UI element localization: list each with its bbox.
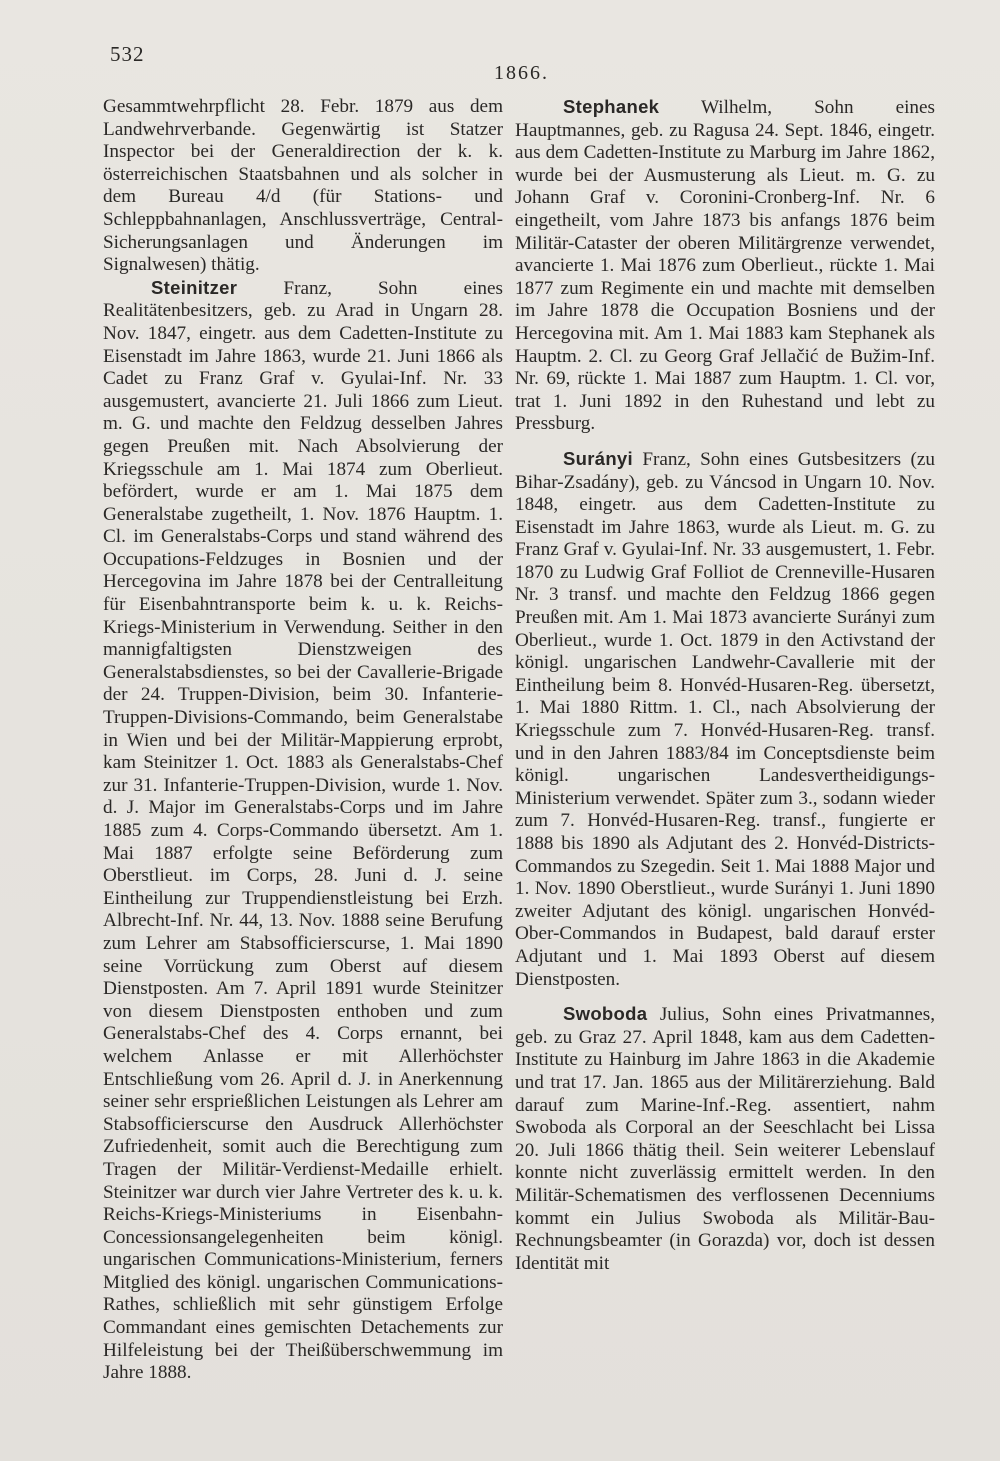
left-column [103, 96, 503, 1385]
continued-paragraph: Gesammtwehrpflicht 28. Febr. 1879 aus dem Landwehrverbande. Gegenwärtig ist Statzer Inspector bei der Generaldirection der k. k. österreichischen Staatsbahnen und als solcher in dem Bureau 4/d (für Stations- und Schleppbahnanlagen, Anschlussverträge, Central-Sicherungsanlagen und Änderungen im Signalwesen) thätig. [103, 96, 503, 276]
biography-entry-steinitzer [103, 277, 503, 1385]
entry-name: Steinitzer [151, 276, 238, 298]
entry-name: Swoboda [563, 1003, 648, 1025]
biography-entry-suranyi [515, 448, 935, 991]
biography-entry-swoboda [515, 1003, 935, 1275]
entry-text: Franz, Sohn eines Gutsbesitzers (zu Bihar-Zsadány), geb. zu Váncsod in Ungarn 10. Nov. 1848, eingetr. aus dem Cadetten-Institute zu Eisenstadt im Jahre 1863, wurde als Lieut. m. G. zu Franz Graf v. Gyulai-Inf. Nr. 33 ausgemustert, 1. Febr. 1870 zu Ludwig Graf Folliot de Crenneville-Husaren Nr. 3 transf. und machte den Feldzug 1866 gegen Preußen mit. Am 1. Mai 1873 avancierte Surányi zum Oberlieut., wurde 1. Oct. 1879 in den Activstand der königl. ungarischen Landwehr-Cavallerie mit der Eintheilung beim 8. Honvéd-Husaren-Reg. übersetzt, 1. Mai 1880 Rittm. 1. Cl., nach Absolvierung der Kriegsschule zum 7. Honvéd-Husaren-Reg. transf. und in den Jahren 1883/84 im Conceptsdienste beim königl. ungarischen Landesvertheidigungs-Ministerium verwendet. Später zum 3., sodann wieder zum 7. Honvéd-Husaren-Reg. transf., fungierte er 1888 bis 1890 als Adjutant des 2. Honvéd-Districts-Commandos zu Szegedin. Seit 1. Mai 1888 Major und 1. Nov. 1890 Oberstlieut., wurde Surányi 1. Juni 1890 zweiter Adjutant des königl. ungarischen Honvéd-Ober-Commandos in Budapest, bald darauf erster Adjutant und 1. Mai 1893 Oberst auf diesem Dienstposten. [515, 448, 935, 990]
entry-text: Franz, Sohn eines Realitätenbesitzers, geb. zu Arad in Ungarn 28. Nov. 1847, eingetr. aus dem Cadetten-Institute zu Eisenstadt im Jahre 1863, wurde 21. Juni 1866 als Cadet zu Franz Graf v. Gyulai-Inf. Nr. 33 ausgemustert, avancierte 21. Juli 1866 zum Lieut. m. G. und machte den Feldzug desselben Jahres gegen Preußen mit. Nach Absolvierung der Kriegsschule am 1. Mai 1874 zum Oberlieut. befördert, wurde er am 1. Mai 1875 dem Generalstabe zugetheilt, 1. Nov. 1876 Hauptm. 1. Cl. im Generalstabs-Corps und stand während des Occupations-Feldzuges in Bosnien und der Hercegovina im Jahre 1878 bei der Centralleitung für Eisenbahntransporte beim k. u. k. Reichs-Kriegs-Ministerium in Verwendung. Seither in den mannigfaltigsten Dienstzweigen des Generalstabsdienstes, so bei der Cavallerie-Brigade der 24. Truppen-Division, beim 30. Infanterie-Truppen-Divisions-Commando, beim Generalstabe in Wien und bei der Militär-Mappierung erprobt, kam Steinitzer 1. Oct. 1883 als Generalstabs-Chef zur 31. Infanterie-Truppen-Division, wurde 1. Nov. d. J. Major im Generalstabs-Corps und im Jahre 1885 zum 4. Corps-Commando übersetzt. Am 1. Mai 1887 erfolgte seine Beförderung zum Oberstlieut. im Corps, 28. Juni d. J. seine Eintheilung zur Truppendienstleistung bei Erzh. Albrecht-Inf. Nr. 44, 13. Nov. 1888 seine Berufung zum Lehrer am Stabsofficierscurse, 1. Mai 1890 seine Vorrückung zum Oberst auf diesem Dienstposten. Am 7. April 1891 wurde Steinitzer von diesem Dienstposten enthoben und zum Generalstabs-Chef des 4. Corps ernannt, bei welchem Anlasse er mit Allerhöchster Entschließung vom 26. April d. J. in Anerkennung seiner sehr ersprießlichen Leistungen als Lehrer am Stabsofficierscurse den Ausdruck Allerhöchster Zufriedenheit, somit auch die Berechtigung zum Tragen der Militär-Verdienst-Medaille erhielt. Steinitzer war durch vier Jahre Vertreter des k. u. k. Reichs-Kriegs-Ministeriums in Eisenbahn-Concessionsangelegenheiten beim königl. ungarischen Communications-Ministerium, ferners Mitglied des königl. ungarischen Communications-Rathes, schließlich mit sehr günstigem Erfolge Commandant eines gemischten Detachements zur Hilfeleistung bei der Theißüberschwemmung im Jahre 1888. [103, 277, 503, 1384]
entry-name: Stephanek [563, 96, 660, 117]
biography-entry-stephanek [515, 96, 935, 436]
page-number: 532 [110, 42, 145, 66]
entry-name: Surányi [563, 447, 633, 469]
page-year-heading: 1866. [494, 62, 549, 84]
entry-text: Julius, Sohn eines Privatmannes, geb. zu Graz 27. April 1848, kam aus dem Cadetten-Institute zu Hainburg im Jahre 1863 in die Akademie und trat 17. Jan. 1865 aus der Militärerziehung. Bald darauf zum Marine-Inf.-Reg. assentiert, nahm Swoboda als Corporal an der Seeschlacht bei Lissa 20. Juli 1866 thätig theil. Sein weiterer Lebenslauf konnte nicht zuverlässig ermittelt werden. In den Militär-Schematismen des verflossenen Decenniums kommt ein Julius Swoboda als Militär-Bau-Rechnungsbeamter (in Gorazda) vor, doch ist dessen Identität mit [515, 1004, 936, 1274]
entry-text: Wilhelm, Sohn eines Hauptmannes, geb. zu Ragusa 24. Sept. 1846, eingetr. aus dem Cadetten-Institute zu Marburg im Jahre 1862, wurde bei der Ausmusterung als Lieut. m. G. zu Johann Graf v. Coronini-Cronberg-Inf. Nr. 6 eingetheilt, vom Jahre 1873 bis anfangs 1876 beim Militär-Cataster der oberen Militärgrenze verwendet, avancierte 1. Mai 1876 zum Oberlieut., rückte 1. Mai 1877 zum Regimente ein und machte mit demselben im Jahre 1878 die Occupation Bosniens und der Hercegovina mit. Am 1. Mai 1883 kam Stephanek als Hauptm. 2. Cl. zu Georg Graf Jellačić de Bužim-Inf. Nr. 69, rückte 1. Mai 1887 zum Hauptm. 1. Cl. vor, trat 1. Juni 1892 in den Ruhestand und lebt zu Pressburg. [515, 97, 936, 435]
right-column [515, 96, 935, 1275]
